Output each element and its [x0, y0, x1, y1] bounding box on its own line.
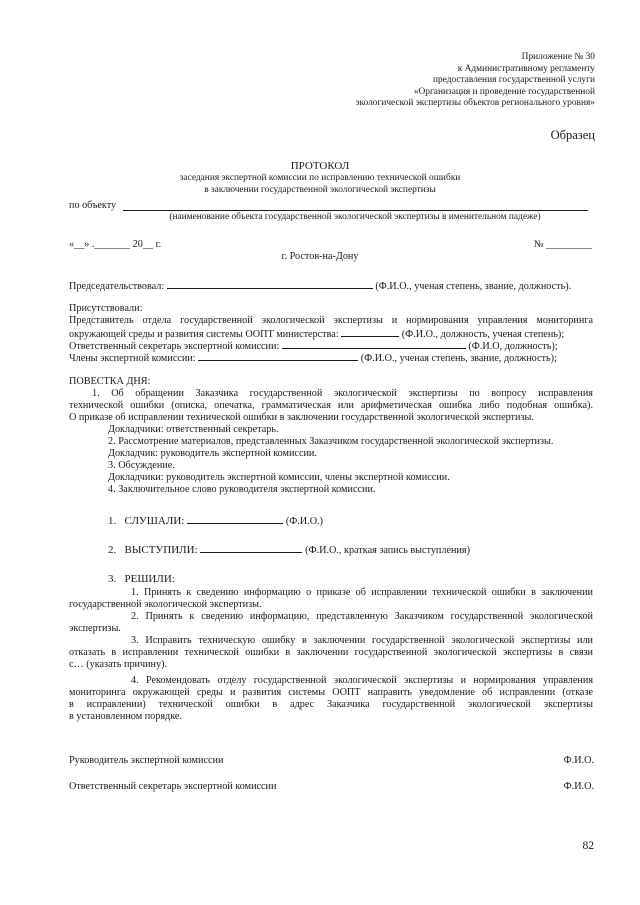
- secretary-label: Ответственный секретарь экспертной комиссии:: [69, 341, 280, 352]
- heard-blank: [187, 514, 283, 524]
- heard-line: [108, 514, 323, 527]
- heard-number: 1.: [108, 515, 117, 527]
- agenda-item: 3. Обсуждение.: [108, 460, 175, 471]
- date-field: «__» ._______ 20__ г.: [69, 239, 162, 250]
- number-field: № _________: [533, 239, 592, 250]
- present-rep-line: Представитель отдела государственной экологической экспертизы и нормирования управления мониторинга: [69, 315, 593, 326]
- object-label: по объекту: [69, 200, 117, 211]
- decision-line: 2. Принять к сведению информацию, представленную Заказчиком государственной экологической: [131, 611, 593, 622]
- spoke-line: [108, 543, 470, 556]
- heard-label: СЛУШАЛИ:: [124, 515, 185, 527]
- appendix-line: предоставления государственной услуги: [432, 75, 595, 85]
- heard-hint: (Ф.И.О.): [285, 516, 324, 527]
- chairman-label: Председательствовал:: [69, 281, 165, 292]
- spoke-blank: [200, 543, 302, 553]
- place-field: г. Ростов-на-Дону: [281, 251, 359, 262]
- chairman-hint: (Ф.И.О., ученая степень, звание, должность).: [375, 281, 572, 292]
- appendix-block: [275, 52, 595, 110]
- protocol-subtitle: заседания экспертной комиссии по исправлению технической ошибки: [179, 173, 461, 183]
- agenda-speaker: Докладчики: ответственный секретарь.: [108, 424, 279, 435]
- object-caption: (наименование объекта государственной экологической экспертизы в именительном падеже): [169, 212, 541, 222]
- present-rep-blank: [341, 327, 399, 337]
- present-rep-text: окружающей среды и развития системы ООПТ министерства:: [69, 329, 339, 340]
- signature-secretary-fio: Ф.И.О.: [563, 781, 594, 792]
- members-label: Члены экспертной комиссии:: [69, 353, 196, 364]
- secretary-blank: [282, 339, 466, 349]
- members-line: [69, 351, 557, 365]
- decision-line: экспертизы.: [69, 623, 121, 634]
- spoke-label: ВЫСТУПИЛИ:: [124, 544, 198, 556]
- signature-secretary-label: Ответственный секретарь экспертной комиссии: [69, 781, 277, 792]
- protocol-subtitle: в заключении государственной экологической экспертизы: [204, 185, 436, 195]
- appendix-line: Приложение № 30: [521, 52, 595, 62]
- appendix-line: экологической экспертизы объектов регионального уровня»: [355, 98, 595, 108]
- appendix-line: к Административному регламенту: [457, 63, 595, 74]
- decision-line: 4. Рекомендовать отделу государственной экологической экспертизы и нормирования управления: [131, 675, 593, 686]
- decision-line: в установленном порядке.: [69, 711, 182, 722]
- chairman-line: [69, 279, 594, 293]
- signature-head-label: Руководитель экспертной комиссии: [69, 755, 224, 766]
- decision-line: 1. Принять к сведению информацию о приказе об исправлении технической ошибки в заключении: [131, 587, 593, 598]
- members-hint: (Ф.И.О., ученая степень, звание, должность);: [360, 353, 557, 364]
- decision-line: в исправлении) технической ошибки в адрес Заказчика государственной экологической экспертизы: [69, 699, 593, 710]
- sample-label: Образец: [550, 128, 595, 142]
- decision-line: с… (указать причину).: [69, 659, 168, 670]
- decision-line: мониторинга окружающей среды и развития системы ООПТ направить уведомление об исправлении (отказе: [69, 687, 593, 698]
- chairman-blank: [167, 279, 373, 289]
- secretary-hint: (Ф.И.О, должность);: [468, 341, 558, 352]
- decided-label: РЕШИЛИ:: [124, 573, 175, 585]
- agenda-item: 1. Об обращении Заказчика государственной экологической экспертизы по вопросу исправления: [92, 388, 593, 399]
- decision-line: отказать в исправлении технической ошибки в заключении государственной экологической экспертизы в связи: [69, 647, 593, 658]
- decided-heading: [108, 573, 175, 585]
- agenda-item: О приказе об исправлении технической ошибки в заключении государственной экологической экспертизы.: [69, 412, 534, 423]
- protocol-title: ПРОТОКОЛ: [290, 160, 350, 172]
- present-heading: Присутствовали:: [69, 303, 143, 314]
- page-number: 82: [582, 840, 594, 852]
- object-underline: [123, 210, 588, 211]
- agenda-item: технической ошибки (описка, опечатка, грамматическая или арифметическая ошибка либо подобная ошибка).: [69, 400, 593, 411]
- present-rep-hint: (Ф.И.О., должность, ученая степень);: [401, 329, 565, 340]
- spoke-number: 2.: [108, 544, 117, 556]
- spoke-hint: (Ф.И.О., краткая запись выступления): [305, 545, 470, 556]
- agenda-item: 2. Рассмотрение материалов, представленных Заказчиком государственной экологической экспертизы.: [108, 436, 554, 447]
- agenda-item: 4. Заключительное слово руководителя экспертной комиссии.: [108, 484, 376, 495]
- agenda-heading: ПОВЕСТКА ДНЯ:: [69, 376, 151, 387]
- agenda-speaker: Докладчики: руководитель экспертной комиссии, члены экспертной комиссии.: [108, 472, 450, 483]
- agenda-speaker: Докладчик: руководитель экспертной комиссии.: [108, 448, 317, 459]
- signature-head-fio: Ф.И.О.: [563, 755, 594, 766]
- decision-line: государственной экологической экспертизы.: [69, 599, 262, 610]
- appendix-line: «Организация и проведение государственной: [413, 86, 595, 97]
- members-blank: [198, 351, 358, 361]
- decided-number: 3.: [108, 573, 117, 585]
- decision-line: 3. Исправить техническую ошибку в заключении государственной экологической экспертизы или: [131, 635, 593, 646]
